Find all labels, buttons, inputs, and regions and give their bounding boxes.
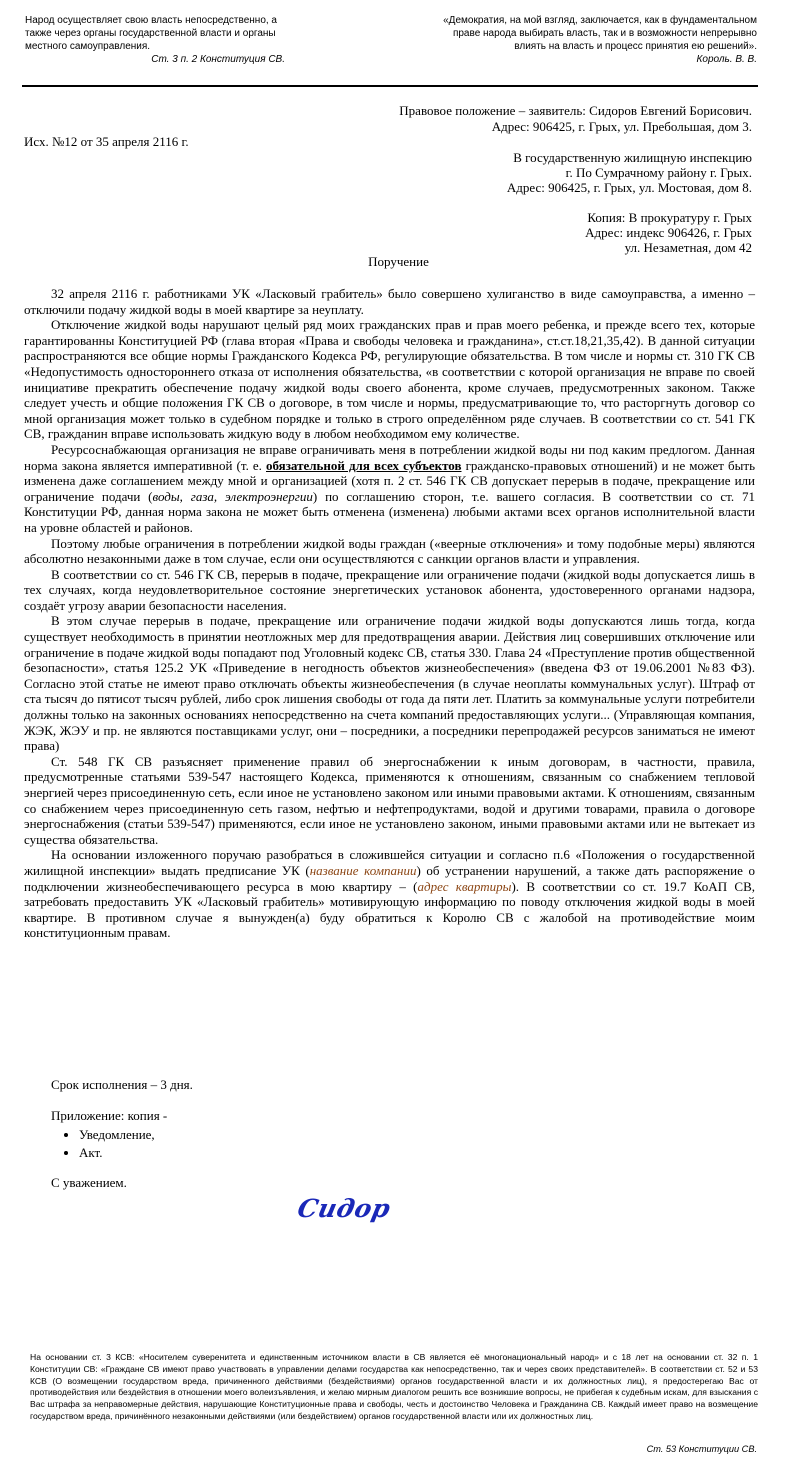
header-divider	[22, 85, 758, 87]
recipient-line2: г. По Сумрачному району г. Грых.	[565, 165, 752, 180]
footer-source: Ст. 53 Конституции СВ.	[646, 1444, 757, 1454]
attachment-item: • Уведомление,	[79, 1126, 167, 1144]
paragraph-5: В соответствии со ст. 546 ГК СВ, перерыв в подаче, прекращение или ограничение подачи (жидкой воды допускается лишь в тех случаях, когда неудовлетворительное состояние энергетических установок абонента, удостоверенного органами надзора, создаёт угрозу аварии безопасности населения.	[24, 566, 755, 613]
applicant-line: Правовое положение – заявитель: Сидоров Евгений Борисович.	[399, 103, 752, 118]
epigraph-right	[420, 14, 757, 66]
epigraph-left-text: Народ осуществляет свою власть непосредственно, а также через органы государственной власти и органы местного самоуправления.	[25, 15, 277, 52]
paragraph-4: Поэтому любые ограничения в потреблении жидкой воды граждан («веерные отключения» и тому подобные меры) являются абсолютно незаконными даже в том случае, если они осуществляются с санкции органов власти и управления.	[24, 535, 755, 567]
reference-number: Исх. №12 от 35 апреля 2116 г.	[24, 134, 189, 149]
paragraph-7: Ст. 548 ГК СВ разъясняет применение правил об энергоснабжении к иным договорам, в частности, правила, предусмотренные статьями 539-547 настоящего Кодекса, применяются к отношениям, связанным со снабжением тепловой энергией через присоединенную сеть, если иное не установлено законом или иными правовыми актами. К отношениям, связанным со снабжением через присоединенную сеть газом, нефтью и нефтепродуктами, водой и другими товарами, правила о договоре энергоснабжения (статьи 539-547) применяются, если иное не установлено законом, иными правовыми актами или не вытекает из существа обязательства.	[24, 753, 755, 847]
closing: С уважением.	[51, 1175, 127, 1190]
paragraph-2: Отключение жидкой воды нарушают целый ряд моих гражданских прав и прав моего ребенка, и прежде всего тех, которые гарантированны Конституцией РФ (глава вторая «Права и свободы человека и гражданина», ст.ст.18,21,35,42). В данной ситуации распространяются все общие нормы Гражданского Кодекса РФ, регулирующие обязательства. В том числе и нормы ст. 310 ГК СВ «Недопустимость одностороннего отказа от исполнения обязательства, «в соответствии с которой организация не вправе по своей инициативе прекратить обеспечение подачу жидкой воды своего абонента, кроме случаев, предусмотренных законом. Также следует учесть и общие положения ГК СВ о договоре, в том числе и нормы, предусматривающие то, что расторгнуть договор со мной организация может только в судебном порядке и только в строго определённом ряде случаев. В соответствии со ст. 541 ГК СВ, гражданин вправе использовать жидкую воду в любом необходимом ему количестве.	[24, 317, 755, 442]
epigraph-right-text: «Демократия, на мой взгляд, заключается, как в фундаментальном праве народа выбирать власть, так и в возможности непрерывно влиять на власть и процесс принятия ею решений».	[443, 15, 757, 52]
emphasis-all-subjects: обязательной для всех субъектов	[266, 457, 462, 473]
attachments-label: Приложение: копия -	[51, 1108, 168, 1123]
deadline: Срок исполнения – 3 дня.	[51, 1077, 193, 1092]
paragraph-8: На основании изложенного поручаю разобраться в сложившейся ситуации и согласно п.6 «Положения о государственной жилищной инспекции» выдать предписание УК (название компании) об устранении нарушений, а также дать распоряжение о подключении жизнеобеспечивающего ресурса в мою квартиру – (адрес квартиры). В соответствии со ст. 19.7 КоАП СВ, затребовать предоставить УК «Ласковый грабитель» мотивирующую информацию по поводу отключения жидкой воды в моей квартире. В противном случае я вынужден(а) буду обратиться к Королю СВ с жалобой на противодействие моим конституционным правам.	[24, 847, 756, 941]
company-name-placeholder: название компании	[309, 862, 417, 878]
signature: Сидор	[294, 1194, 394, 1223]
footer-note: На основании ст. 3 КСВ: «Носителем суверенитета и единственным источником власти в СВ является её многонациональный народ» и с 18 лет на основании ст. 32 п. 1 Конституции СВ: «Граждане СВ имеют право участвовать в управлении делами государства как непосредственно, так и через своих представителей». В соответствии ст. 52 и 53 КСВ (О возмещении государством вреда, причиненного действиями (бездействиями) органов государственной власти и их должностных лиц), я предостерегаю Вас от противодействия или бездействия в отношении моего волеизъявления, и желаю мирным диалогом решить все возникшие вопросы, не прибегая к судебным искам, для взыскания с Вас штрафа за неправомерные действия, нарушающие Конституционные права и свободы, честь и достоинство Человека и Гражданина СВ. Каждый имеет право на возмещение государством вреда, причинённого незаконными действиями (или бездействием) органов государственной власти или их должностных лиц.	[30, 1352, 758, 1421]
copy-line3: ул. Незаметная, дом 42	[624, 240, 752, 255]
epigraph-left-source: Ст. 3 п. 2 Конституция СВ.	[151, 54, 285, 65]
attachment-item: • Акт.	[79, 1144, 167, 1162]
copy-line1: Копия: В прокуратуру г. Грых	[587, 210, 752, 225]
apartment-address-placeholder: адрес квартиры	[417, 878, 512, 894]
recipient-address: Адрес: 906425, г. Грых, ул. Мостовая, дом 8.	[506, 180, 752, 195]
document-title: Поручение	[368, 254, 429, 269]
applicant-address: Адрес: 906425, г. Грых, ул. Пребольшая, дом 3.	[491, 119, 752, 134]
paragraph-3: Ресурсоснабжающая организация не вправе ограничивать меня в потреблении жидкой воды ни под каким предлогом. Данная норма закона является императивной (т. е. обязательной для всех субъектов гражданско-правовых отношений) и не может быть изменена даже соглашением между мной и организацией (хотя п. 2 ст. 546 ГК СВ допускает перерыв в подаче, прекращение или ограничение подачи (воды, газа, электроэнергии) по соглашению сторон, т.е. вашего согласия. В соответствии со ст. 71 Конституции РФ, данная норма закона не может быть отменена (изменена) любыми актами всех органов исполнительной власти на уровне областей и районов.	[24, 441, 756, 535]
document-body	[24, 286, 755, 941]
recipient-line1: В государственную жилищную инспекцию	[513, 150, 752, 165]
attachments-list	[51, 1126, 167, 1162]
copy-line2: Адрес: индекс 906426, г. Грых	[585, 225, 752, 240]
paragraph-1: 32 апреля 2116 г. работниками УК «Ласковый грабитель» было совершено хулиганство в виде самоуправства, а именно – отключили подачу жидкой воды в моей квартире за неуплату.	[24, 286, 755, 317]
attachments	[51, 1108, 167, 1162]
epigraph-left	[25, 14, 285, 66]
epigraph-right-source: Король. В. В.	[696, 54, 757, 65]
paragraph-6: В этом случае перерыв в подаче, прекращение или ограничение подачи жидкой воды допускаются лишь тогда, когда существует необходимость в принятии неотложных мер для предотвращения аварии. Действия лиц совершивших отключение или ограничение в подаче жидкой воды попадают под Уголовный кодекс СВ, статья 330. Глава 24 «Преступление против общественной безопасности», статья 125.2 УК «Приведение в негодность объектов жизнеобеспечения» (введена ФЗ от 19.06.2001 №83 ФЗ). Согласно этой статье не имеют право отключать объекты жизнеобеспечения (в случае неоплаты коммунальных услуг). Штраф от ста тысяч до пятисот тысяч рублей, либо срок лишения свободы от года да пяти лет. Платить за коммунальные услуги потребители должны только на законных основаниях непосредственно на счета компаний предоставляющих услуги... (Управляющая компания, ЖЭК, ЖЭУ и пр. не являются поставщиками услуг, они – посредники, а посредники перепродажей ресурсов заниматься не имеют права)	[24, 613, 755, 754]
resources-italic: воды, газа, электроэнергии	[152, 488, 313, 504]
